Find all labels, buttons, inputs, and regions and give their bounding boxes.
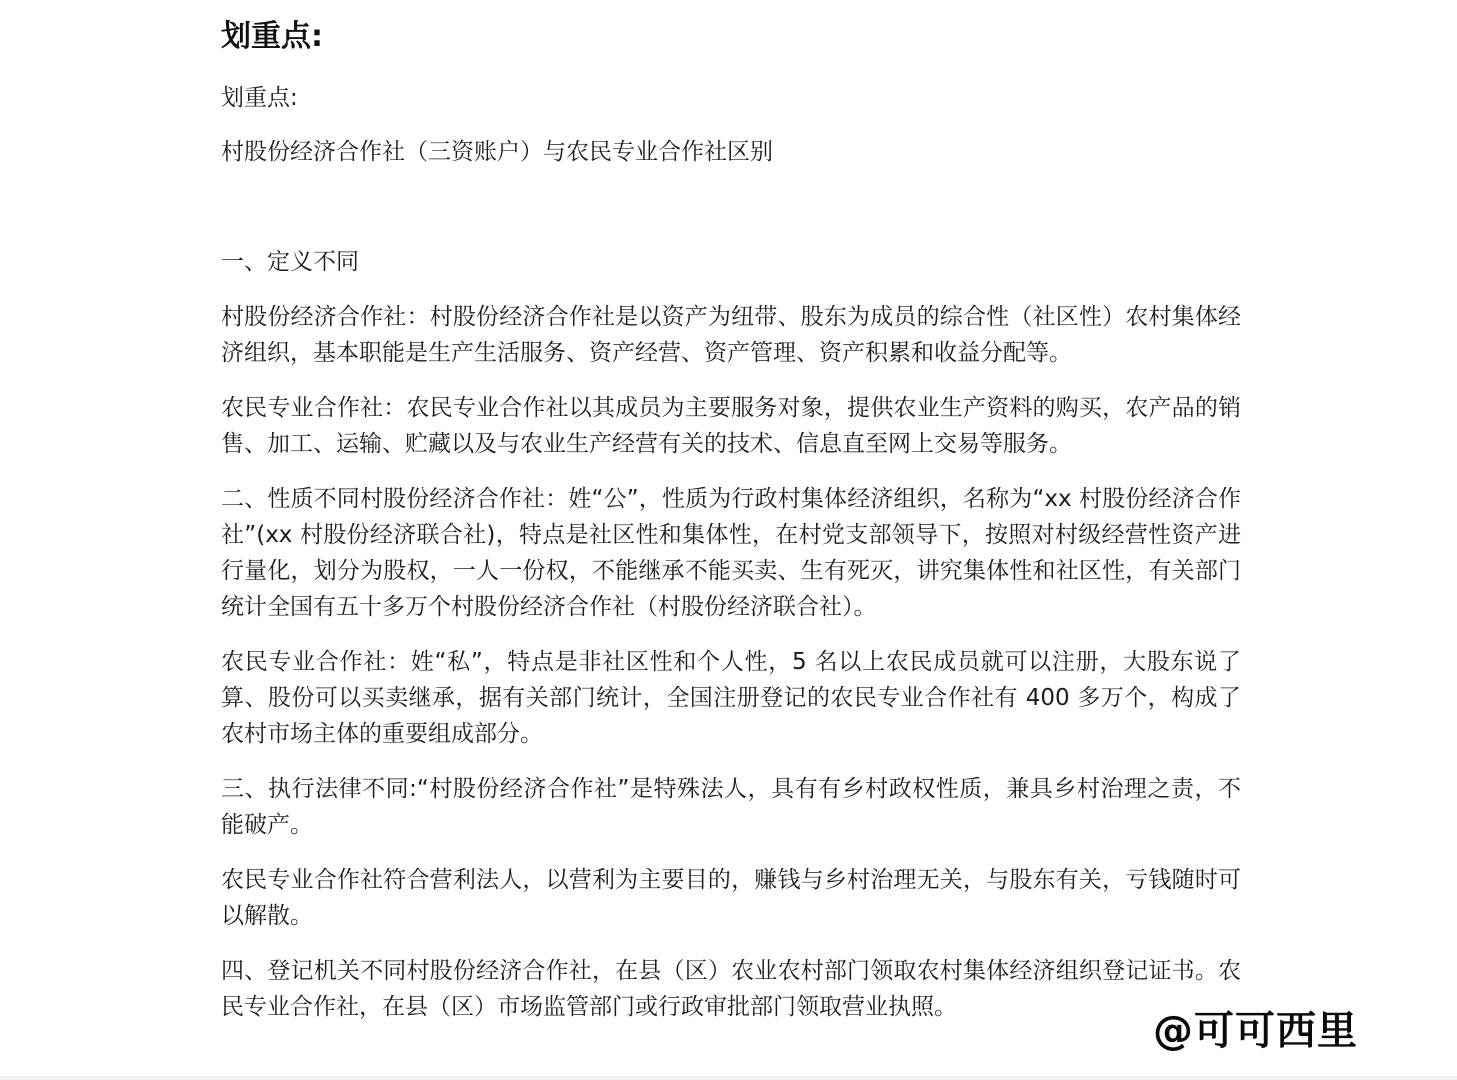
paragraph-village-coop-definition: 村股份经济合作社：村股份经济合作社是以资产为纽带、股东为成员的综合性（社区性）农村集体经济组织，基本职能是生产生活服务、资产经营、资产管理、资产积累和收益分配等。 bbox=[221, 304, 1241, 366]
watermark-signature: @可可西里 bbox=[1153, 1008, 1358, 1054]
paragraph-registration-difference: 四、登记机关不同村股份经济合作社，在县（区）农业农村部门领取农村集体经济组织登记证书。农民专业合作社，在县（区）市场监管部门或行政审批部门领取营业执照。 bbox=[221, 958, 1241, 1020]
document-title: 村股份经济合作社（三资账户）与农民专业合作社区别 bbox=[221, 139, 773, 165]
page-bottom-divider bbox=[0, 1076, 1457, 1080]
paragraph-nature-difference: 二、性质不同村股份经济合作社：姓“公”，性质为行政村集体经济组织，名称为“xx 村股份经济合作社”(xx 村股份经济联合社)，特点是社区性和集体性，在村党支部领导下，按照对村级经营性资产进行量化，划分为股权，一人一份权，不能继承不能买卖、生有死灭，讲究集体性和社区性，有关部门统计全国有五十多万个村股份经济合作社（村股份经济联合社）。 bbox=[221, 486, 1241, 620]
paragraph-farmer-coop-nature: 农民专业合作社：姓“私”，特点是非社区性和个人性，5 名以上农民成员就可以注册，大股东说了算、股份可以买卖继承，据有关部门统计，全国注册登记的农民专业合作社有 400 多万个，构成了农村市场主体的重要组成部分。 bbox=[221, 649, 1241, 747]
paragraph-farmer-coop-law: 农民专业合作社符合营利法人，以营利为主要目的，赚钱与乡村治理无关，与股东有关，亏钱随时可以解散。 bbox=[221, 867, 1241, 929]
section-heading-definition: 一、定义不同 bbox=[221, 249, 359, 275]
paragraph-farmer-coop-definition: 农民专业合作社：农民专业合作社以其成员为主要服务对象，提供农业生产资料的购买，农产品的销售、加工、运输、贮藏以及与农业生产经营有关的技术、信息直至网上交易等服务。 bbox=[221, 395, 1241, 457]
paragraph-law-difference: 三、执行法律不同:“村股份经济合作社”是特殊法人，具有有乡村政权性质，兼具乡村治理之责，不能破产。 bbox=[221, 776, 1241, 838]
document-subheading: 划重点: bbox=[221, 85, 298, 111]
document-body bbox=[221, 16, 1241, 1025]
document-heading: 划重点: bbox=[221, 19, 323, 54]
